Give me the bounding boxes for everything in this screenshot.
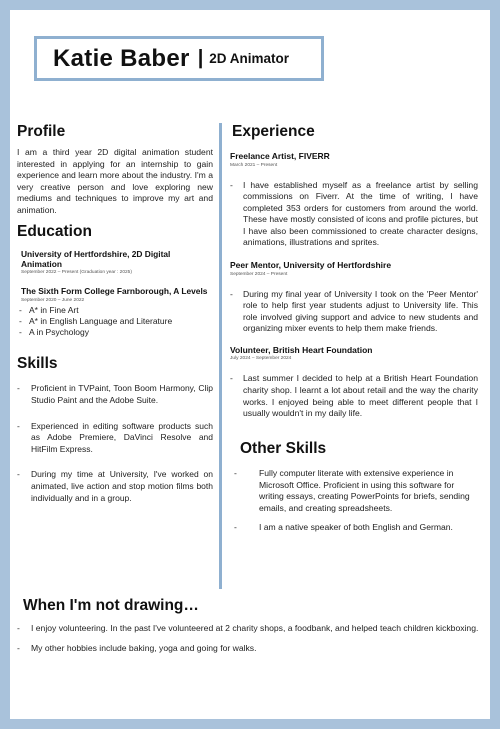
education-date: September 2022 – Present (Graduation year : 2025) bbox=[21, 270, 132, 276]
left-column bbox=[17, 123, 213, 518]
education-item bbox=[21, 286, 213, 302]
grade-item: - A* in Fine Art bbox=[19, 304, 79, 315]
experience-heading: Experience bbox=[232, 123, 315, 140]
education-title: The Sixth Form College Farnborough, A Levels bbox=[21, 286, 208, 297]
grades-list bbox=[17, 305, 213, 339]
header-separator: | bbox=[197, 47, 204, 69]
name-header bbox=[34, 36, 324, 81]
education-section bbox=[17, 223, 213, 339]
education-date: September 2020 – June 2022 bbox=[21, 297, 85, 303]
experience-section bbox=[230, 123, 478, 420]
profile-section bbox=[17, 123, 213, 217]
job-date: March 2021 – Present bbox=[230, 162, 278, 168]
hobbies-heading: When I'm not drawing… bbox=[23, 597, 199, 614]
job-description: - I have established myself as a freelance artist by selling commissions on Fiverr. At the time of writing, I have completed 353 orders for customers from around the world. These have mostly consisted of icons and profile pictures, but I have also been commissioned to create character designs, animations, illustrations and sprites. bbox=[230, 179, 478, 248]
candidate-name: Katie Baber bbox=[53, 44, 190, 72]
job-date: July 2024 – September 2024 bbox=[230, 356, 292, 362]
column-divider bbox=[219, 123, 222, 589]
hobby-item: - I enjoy volunteering. In the past I've volunteered at 2 charity shops, a foodbank, and helped teach children kickboxing. bbox=[17, 623, 479, 633]
profile-text: I am a third year 2D digital animation student interested in applying for an internship to gain experience and learn more about the industry. I'm a very creative person and love exploring new mediums and techniques to improve my art and animation. bbox=[17, 147, 213, 215]
profile-heading: Profile bbox=[17, 123, 66, 140]
other-skill-item: - I am a native speaker of both English and German. bbox=[234, 522, 453, 532]
skill-item: - During my time at University, I've worked on animated, live action and stop motion films both individually and in a group. bbox=[17, 469, 213, 503]
skills-heading: Skills bbox=[17, 355, 58, 373]
grade-item: - A* in English Language and Literature bbox=[19, 315, 173, 326]
job-entry bbox=[230, 260, 478, 335]
skill-item: - Proficient in TVPaint, Toon Boom Harmony, Clip Studio Paint and the Adobe Suite. bbox=[17, 383, 213, 405]
job-title: Volunteer, British Heart Foundation bbox=[230, 344, 373, 355]
job-date: September 2024 – Present bbox=[230, 271, 288, 277]
job-description: - During my final year of University I took on the 'Peer Mentor' role to help first year students adjust to University life. This role involved giving support and advice to new students and organizing mixer events to help them make friends. bbox=[230, 288, 478, 334]
skills-section bbox=[17, 355, 213, 504]
job-description: - Last summer I decided to help at a British Heart Foundation charity shop. I learnt a lot about retail and the way the charity works. I enjoyed being able to meet different people that I usually wouldn't in my daily life. bbox=[230, 373, 478, 419]
other-skill-item: - Fully computer literate with extensive experience in Microsoft Office. Proficient in using this software for writing essays, creating PowerPoints for briefs, sending emails, and creating spreadsheets. bbox=[234, 467, 470, 514]
job-entry bbox=[230, 151, 478, 249]
skill-item: - Experienced in editing software products such as Adobe Premiere, DaVinci Resolve and HitFilm Express. bbox=[17, 420, 213, 454]
hobby-item: - My other hobbies include baking, yoga and going for walks. bbox=[17, 642, 257, 653]
job-title: Peer Mentor, University of Hertfordshire bbox=[230, 260, 392, 271]
other-skills-heading: Other Skills bbox=[240, 439, 327, 457]
job-title: Freelance Artist, FIVERR bbox=[230, 151, 330, 161]
education-heading: Education bbox=[17, 222, 92, 240]
candidate-role: 2D Animator bbox=[209, 51, 290, 66]
education-item bbox=[21, 249, 213, 276]
grade-item: - A in Psychology bbox=[19, 327, 90, 338]
education-title: University of Hertfordshire, 2D Digital Animation bbox=[21, 248, 171, 269]
right-column bbox=[230, 123, 478, 541]
job-entry bbox=[230, 345, 478, 420]
other-skills-section bbox=[230, 440, 478, 534]
hobbies-section bbox=[17, 597, 483, 662]
